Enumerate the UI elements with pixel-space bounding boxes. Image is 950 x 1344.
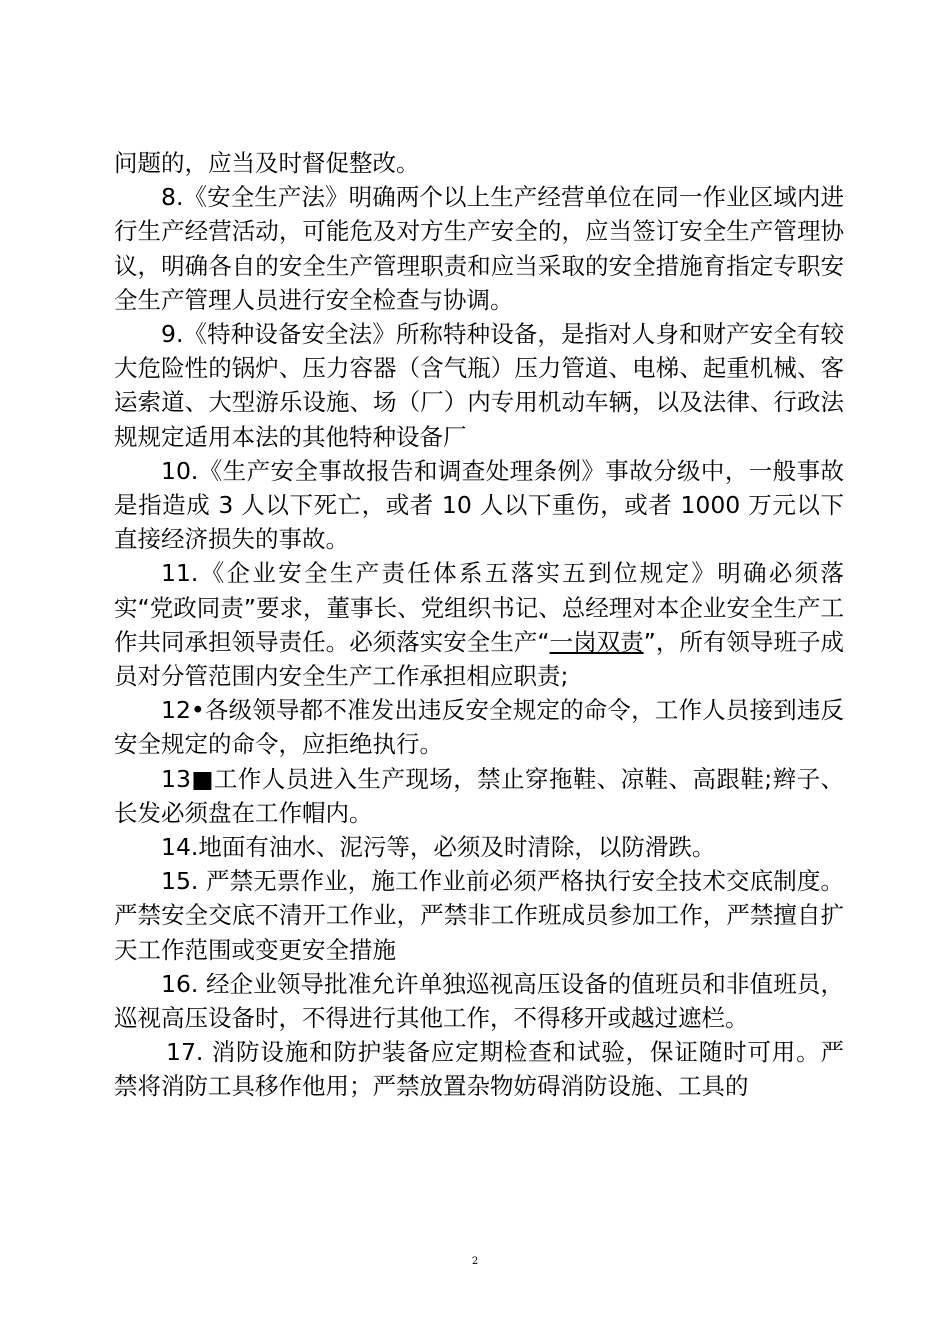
- page-number: 2: [471, 1256, 479, 1267]
- paragraph-11: [114, 556, 844, 693]
- paragraph-13: 13■工作人员进入生产现场，禁止穿拖鞋、凉鞋、高跟鞋;辫子、长发必须盘在工作帽内。: [114, 764, 844, 827]
- paragraph-continuation: 问题的，应当及时督促整改。: [114, 149, 420, 177]
- paragraph-12: 12•各级领导都不准发出违反安全规定的命令，工作人员接到违反安全规定的命令，应拒绝执行。: [114, 696, 844, 759]
- paragraph-11-text-before: 11.《企业安全生产责任体系五落实五到位规定》明确必须落实“党政同责”要求，董事长、党组织书记、总经理对本企业安全生产工作共同承担领导责任。必须落实安全生产“: [114, 559, 844, 656]
- paragraph-8: 8.《安全生产法》明确两个以上生产经营单位在同一作业区域内进行生产经营活动，可能危及对方生产安全的，应当签订安全生产管理协议，明确各自的安全生产管理职责和应当采取的安全措施育指定专职安全生产管理人员进行安全检查与协调。: [114, 183, 844, 314]
- paragraph-10: 10.《生产安全事故报告和调查处理条例》事故分级中，一般事故是指造成 3 人以下死亡，或者 10 人以下重伤，或者 1000 万元以下直接经济损失的事故。: [114, 456, 844, 554]
- paragraph-16: 16. 经企业领导批准允许单独巡视高压设备的值班员和非值班员，巡视高压设备时，不得进行其他工作，不得移开或越过遮栏。: [114, 969, 844, 1033]
- paragraph-9: 9.《特种设备安全法》所称特种设备，是指对人身和财产安全有较大危险性的锅炉、压力容器（含气瓶）压力管道、电梯、起重机械、客运索道、大型游乐设施、场（厂）内专用机动车辆，以及法律、行政法规规定适用本法的其他特种设备厂: [114, 320, 844, 451]
- paragraph-11-text-after: ”，所有领导班子成员对分管范围内安全生产工作承担相应职责;: [114, 627, 844, 691]
- paragraph-17: 17. 消防设施和防护装备应定期检查和试验，保证随时可用。严禁将消防工具移作他用；严禁放置杂物妨碍消防设施、工具的: [114, 1038, 844, 1101]
- document-body: [114, 146, 844, 1104]
- paragraph-14: 14.地面有油水、泥污等，必须及时清除，以防滑跌。: [161, 833, 716, 862]
- paragraph-11-underlined-term: 一岗双责: [549, 627, 644, 656]
- paragraph-15: 15. 严禁无票作业，施工作业前必须严格执行安全技术交底制度。严禁安全交底不清开工作业，严禁非工作班成员参加工作，严禁擅自扩天工作范围或变更安全措施: [114, 867, 844, 964]
